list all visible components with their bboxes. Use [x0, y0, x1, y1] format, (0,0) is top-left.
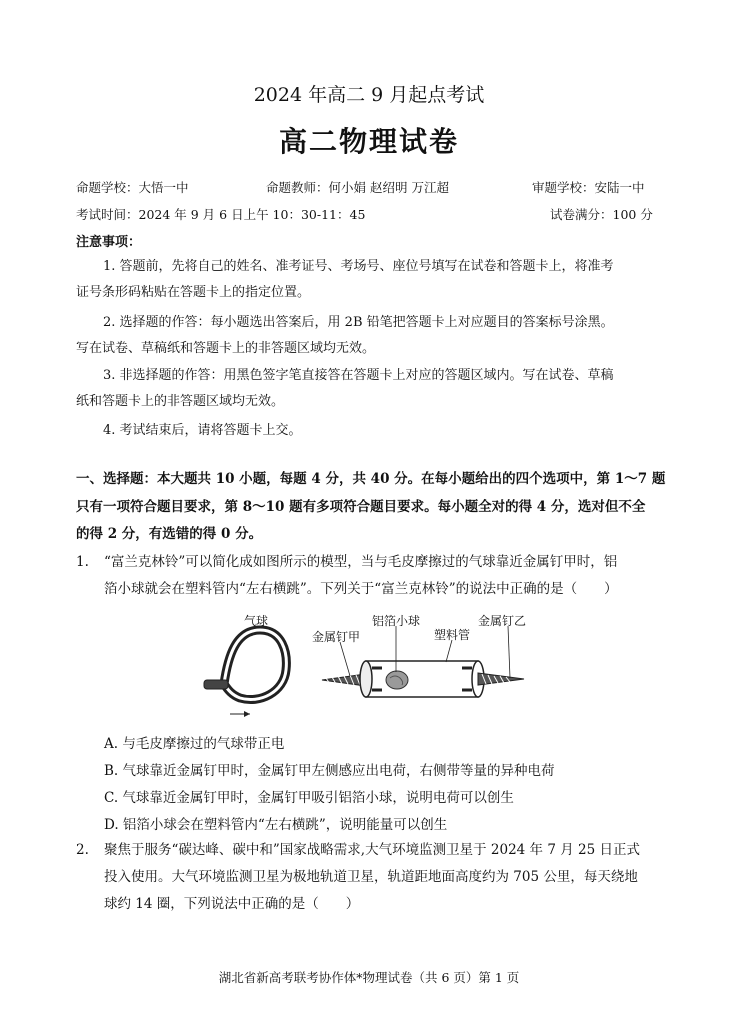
meta-review-school: 审题学校：安陆一中: [532, 180, 645, 195]
arrow-right-icon: [230, 711, 250, 717]
subject-title: 高二物理试卷: [278, 125, 459, 158]
question-1-option-a: A. 与毛皮摩擦过的气球带正电: [104, 736, 285, 752]
section-1-line-3: 的得 2 分，有选错的得 0 分。: [76, 526, 263, 542]
question-1-option-c: C. 气球靠近金属钉甲时，金属钉甲吸引铝箔小球，说明电荷可以创生: [104, 790, 514, 806]
meta-teachers: 命题教师：何小娟 赵绍明 万江超: [266, 180, 449, 195]
figure-label-plastic-tube: 塑料管: [434, 628, 471, 642]
figure-label-foil-ball: 铝箔小球: [372, 614, 421, 628]
foil-ball-icon: [386, 671, 408, 689]
exam-title: 2024 年高二 9 月起点考试: [253, 84, 485, 106]
question-2-line-2: 投入使用。大气环境监测卫星为极地轨道卫星，轨道距地面高度约为 705 公里，每天绕地: [104, 869, 638, 885]
notice-item-1-line-2: 证号条形码粘贴在答题卡上的指定位置。: [76, 285, 311, 300]
plastic-tube-icon: [360, 661, 484, 697]
section-1-line-1: 一、选择题：本大题共 10 小题，每题 4 分，共 40 分。在每小题给出的四个选项中，第 1～7 题: [76, 471, 666, 487]
meta-exam-time: 考试时间：2024 年 9 月 6 日上午 10：30-11：45: [76, 207, 366, 222]
question-1-number: 1.: [76, 554, 89, 570]
notice-heading: 注意事项：: [76, 235, 142, 250]
question-1-option-d: D. 铝箔小球会在塑料管内“左右横跳”，说明能量可以创生: [104, 817, 448, 833]
section-1-line-2: 只有一项符合题目要求，第 8～10 题有多项符合题目要求。每小题全对的得 4 分，选对但不全: [76, 499, 646, 515]
question-1-line-1: “富兰克林铃”可以简化成如图所示的模型，当与毛皮摩擦过的气球靠近金属钉甲时，铝: [104, 554, 618, 570]
notice-item-4: 4. 考试结束后，请将答题卡上交。: [103, 423, 302, 438]
meta-full-score: 试卷满分：100 分: [550, 207, 653, 222]
figure-label-balloon: 气球: [244, 614, 269, 628]
figure-label-nail-jia: 金属钉甲: [312, 630, 361, 644]
notice-item-2-line-1: 2. 选择题的作答：每小题选出答案后，用 2B 铅笔把答题卡上对应题目的答案标号涂黑。: [103, 315, 614, 330]
page-footer: 湖北省新高考联考协作体*物理试卷（共 6 页）第 1 页: [218, 970, 520, 985]
notice-item-3-line-2: 纸和答题卡上的非答题区域均无效。: [76, 394, 285, 409]
franklin-bell-figure: [190, 606, 550, 724]
meta-school: 命题学校：大悟一中: [76, 180, 189, 195]
question-2-number: 2.: [76, 842, 89, 858]
metal-nail-yi-icon: [478, 673, 524, 685]
notice-item-3-line-1: 3. 非选择题的作答：用黑色签字笔直接答在答题卡上对应的答题区域内。写在试卷、草稿: [103, 368, 614, 383]
balloon-icon: [204, 630, 286, 700]
question-1-line-2: 箔小球就会在塑料管内“左右横跳”。下列关于“富兰克林铃”的说法中正确的是（ ）: [104, 581, 618, 597]
figure-label-nail-yi: 金属钉乙: [478, 614, 527, 628]
question-1-option-b: B. 气球靠近金属钉甲时，金属钉甲左侧感应出电荷，右侧带等量的异种电荷: [104, 763, 555, 779]
question-2-line-3: 球约 14 圈，下列说法中正确的是（ ）: [104, 896, 360, 912]
notice-item-2-line-2: 写在试卷、草稿纸和答题卡上的非答题区域均无效。: [76, 341, 376, 356]
question-2-line-1: 聚焦于服务“碳达峰、碳中和”国家战略需求,大气环境监测卫星于 2024 年 7 月 25 日正式: [104, 842, 640, 858]
notice-item-1-line-1: 1. 答题前，先将自己的姓名、准考证号、考场号、座位号填写在试卷和答题卡上，将准考: [103, 259, 614, 274]
